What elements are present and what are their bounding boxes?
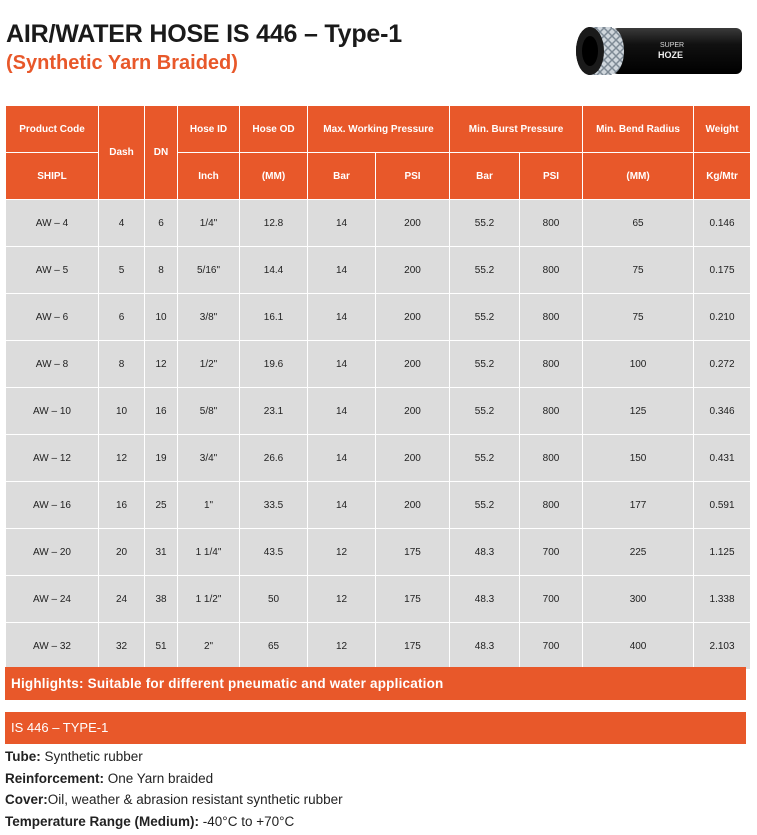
- table-row: [6, 341, 751, 388]
- col-subheader-mwp-bar: Bar: [308, 153, 376, 200]
- cell-mbp-psi: 700: [520, 529, 583, 576]
- spec-temperature-label: Temperature Range (Medium):: [5, 813, 200, 829]
- hose-brand-bottom: HOZE: [658, 50, 684, 60]
- cell-dn: 25: [145, 482, 178, 529]
- table-row: [6, 200, 751, 247]
- cell-mwp-bar: 14: [308, 294, 376, 341]
- cell-dash: 16: [99, 482, 145, 529]
- cell-mbp-bar: 55.2: [450, 200, 520, 247]
- col-subheader-od-mm: (MM): [240, 153, 308, 200]
- cell-hose-id: 1/2": [178, 341, 240, 388]
- cell-mwp-bar: 14: [308, 482, 376, 529]
- cell-mwp-psi: 200: [376, 341, 450, 388]
- col-header-min-bend-radius: Min. Bend Radius: [583, 106, 694, 153]
- cell-dn: 12: [145, 341, 178, 388]
- cell-mbp-bar: 48.3: [450, 576, 520, 623]
- cell-mwp-psi: 200: [376, 200, 450, 247]
- cell-hose-id: 5/8": [178, 388, 240, 435]
- cell-hose-id: 2": [178, 623, 240, 670]
- col-subheader-shipl: SHIPL: [6, 153, 99, 200]
- cell-bend-radius: 150: [583, 435, 694, 482]
- col-header-dash: Dash: [99, 106, 145, 200]
- cell-dn: 10: [145, 294, 178, 341]
- cell-mwp-bar: 12: [308, 623, 376, 670]
- cell-hose-od: 43.5: [240, 529, 308, 576]
- cell-hose-id: 1/4": [178, 200, 240, 247]
- cell-bend-radius: 400: [583, 623, 694, 670]
- cell-mwp-psi: 175: [376, 529, 450, 576]
- cell-mwp-psi: 200: [376, 435, 450, 482]
- cell-mwp-bar: 14: [308, 200, 376, 247]
- cell-hose-id: 3/8": [178, 294, 240, 341]
- cell-hose-id: 5/16": [178, 247, 240, 294]
- cell-bend-radius: 65: [583, 200, 694, 247]
- cell-mbp-bar: 48.3: [450, 529, 520, 576]
- cell-product-code: AW – 4: [6, 200, 99, 247]
- cell-hose-od: 33.5: [240, 482, 308, 529]
- col-header-product-code: Product Code: [6, 106, 99, 153]
- cell-bend-radius: 177: [583, 482, 694, 529]
- cell-mwp-psi: 175: [376, 623, 450, 670]
- cell-mbp-bar: 55.2: [450, 341, 520, 388]
- cell-dash: 20: [99, 529, 145, 576]
- cell-mwp-psi: 200: [376, 388, 450, 435]
- cell-mbp-psi: 800: [520, 435, 583, 482]
- table-row: [6, 482, 751, 529]
- page-title: AIR/WATER HOSE IS 446 – Type-1: [6, 20, 402, 48]
- spec-reinforcement-value: One Yarn braided: [104, 770, 214, 786]
- cell-hose-od: 19.6: [240, 341, 308, 388]
- cell-mbp-bar: 55.2: [450, 435, 520, 482]
- cell-dn: 6: [145, 200, 178, 247]
- cell-dash: 8: [99, 341, 145, 388]
- cell-mbp-bar: 55.2: [450, 388, 520, 435]
- cell-product-code: AW – 12: [6, 435, 99, 482]
- cell-bend-radius: 75: [583, 247, 694, 294]
- spec-table-body: [6, 200, 751, 670]
- cell-dash: 10: [99, 388, 145, 435]
- cell-mwp-bar: 14: [308, 435, 376, 482]
- cell-dash: 32: [99, 623, 145, 670]
- table-row: [6, 388, 751, 435]
- spec-cover: [5, 789, 343, 811]
- table-row: [6, 247, 751, 294]
- cell-hose-od: 16.1: [240, 294, 308, 341]
- cell-dn: 51: [145, 623, 178, 670]
- col-header-hose-od: Hose OD: [240, 106, 308, 153]
- cell-dash: 6: [99, 294, 145, 341]
- cell-mwp-bar: 12: [308, 529, 376, 576]
- page-subtitle: (Synthetic Yarn Braided): [6, 52, 238, 74]
- table-row: [6, 623, 751, 670]
- cell-dn: 8: [145, 247, 178, 294]
- spec-cover-value: Oil, weather & abrasion resistant synthetic rubber: [47, 792, 343, 807]
- cell-product-code: AW – 24: [6, 576, 99, 623]
- highlights-banner: Highlights: Suitable for different pneumatic and water application: [5, 667, 746, 700]
- table-row: [6, 435, 751, 482]
- cell-weight: 2.103: [694, 623, 751, 670]
- cell-bend-radius: 100: [583, 341, 694, 388]
- cell-mbp-psi: 800: [520, 482, 583, 529]
- spec-reinforcement-label: Reinforcement:: [5, 770, 105, 786]
- cell-mbp-psi: 700: [520, 623, 583, 670]
- cell-dash: 5: [99, 247, 145, 294]
- cell-weight: 0.175: [694, 247, 751, 294]
- col-header-max-working-pressure: Max. Working Pressure: [308, 106, 450, 153]
- spec-tube-value: Synthetic rubber: [40, 749, 143, 764]
- cell-dash: 24: [99, 576, 145, 623]
- table-row: [6, 529, 751, 576]
- type-banner: IS 446 – TYPE-1: [5, 712, 746, 744]
- col-subheader-bend-mm: (MM): [583, 153, 694, 200]
- spec-reinforcement: [5, 768, 343, 790]
- cell-weight: 0.591: [694, 482, 751, 529]
- cell-mbp-bar: 55.2: [450, 294, 520, 341]
- cell-mwp-psi: 200: [376, 294, 450, 341]
- cell-mwp-bar: 14: [308, 388, 376, 435]
- cell-mbp-psi: 800: [520, 388, 583, 435]
- col-header-hose-id: Hose ID: [178, 106, 240, 153]
- cell-product-code: AW – 6: [6, 294, 99, 341]
- hose-brand-top: SUPER: [660, 42, 685, 49]
- cell-hose-od: 23.1: [240, 388, 308, 435]
- table-row: [6, 576, 751, 623]
- col-subheader-inch: Inch: [178, 153, 240, 200]
- cell-dn: 31: [145, 529, 178, 576]
- cell-dn: 16: [145, 388, 178, 435]
- col-subheader-mwp-psi: PSI: [376, 153, 450, 200]
- cell-mbp-psi: 800: [520, 247, 583, 294]
- cell-dn: 38: [145, 576, 178, 623]
- col-subheader-mbp-psi: PSI: [520, 153, 583, 200]
- cell-bend-radius: 75: [583, 294, 694, 341]
- cell-product-code: AW – 8: [6, 341, 99, 388]
- cell-weight: 0.272: [694, 341, 751, 388]
- cell-mwp-psi: 175: [376, 576, 450, 623]
- cell-mbp-psi: 800: [520, 294, 583, 341]
- cell-weight: 0.431: [694, 435, 751, 482]
- cell-hose-id: 3/4": [178, 435, 240, 482]
- cell-mwp-bar: 14: [308, 247, 376, 294]
- spec-cover-label: Cover:: [5, 792, 48, 807]
- cell-mbp-psi: 800: [520, 341, 583, 388]
- spec-tube-label: Tube:: [5, 749, 41, 764]
- cell-weight: 0.146: [694, 200, 751, 247]
- cell-product-code: AW – 5: [6, 247, 99, 294]
- cell-hose-od: 14.4: [240, 247, 308, 294]
- cell-weight: 0.210: [694, 294, 751, 341]
- col-header-min-burst-pressure: Min. Burst Pressure: [450, 106, 583, 153]
- cell-dash: 12: [99, 435, 145, 482]
- cell-product-code: AW – 10: [6, 388, 99, 435]
- cell-weight: 1.125: [694, 529, 751, 576]
- cell-mbp-bar: 55.2: [450, 482, 520, 529]
- cell-dash: 4: [99, 200, 145, 247]
- spec-temperature-value: -40°C to +70°C: [199, 813, 295, 829]
- col-header-weight: Weight: [694, 106, 751, 153]
- col-header-dn: DN: [145, 106, 178, 200]
- cell-hose-od: 12.8: [240, 200, 308, 247]
- cell-product-code: AW – 32: [6, 623, 99, 670]
- spec-list: [5, 746, 343, 832]
- spec-table: [5, 105, 751, 670]
- cell-hose-od: 50: [240, 576, 308, 623]
- cell-hose-id: 1 1/2": [178, 576, 240, 623]
- cell-mwp-psi: 200: [376, 247, 450, 294]
- cell-weight: 1.338: [694, 576, 751, 623]
- cell-hose-id: 1 1/4": [178, 529, 240, 576]
- spec-temperature: [5, 811, 343, 833]
- col-subheader-kg-mtr: Kg/Mtr: [694, 153, 751, 200]
- cell-mbp-bar: 48.3: [450, 623, 520, 670]
- cell-hose-id: 1": [178, 482, 240, 529]
- hose-product-image: [572, 20, 744, 80]
- cell-mbp-psi: 700: [520, 576, 583, 623]
- cell-mbp-bar: 55.2: [450, 247, 520, 294]
- cell-bend-radius: 125: [583, 388, 694, 435]
- cell-product-code: AW – 16: [6, 482, 99, 529]
- cell-bend-radius: 300: [583, 576, 694, 623]
- cell-mwp-psi: 200: [376, 482, 450, 529]
- cell-weight: 0.346: [694, 388, 751, 435]
- spec-tube: [5, 746, 343, 768]
- cell-dn: 19: [145, 435, 178, 482]
- cell-mwp-bar: 14: [308, 341, 376, 388]
- table-row: [6, 294, 751, 341]
- cell-hose-od: 26.6: [240, 435, 308, 482]
- cell-product-code: AW – 20: [6, 529, 99, 576]
- cell-mbp-psi: 800: [520, 200, 583, 247]
- cell-hose-od: 65: [240, 623, 308, 670]
- cell-mwp-bar: 12: [308, 576, 376, 623]
- col-subheader-mbp-bar: Bar: [450, 153, 520, 200]
- cell-bend-radius: 225: [583, 529, 694, 576]
